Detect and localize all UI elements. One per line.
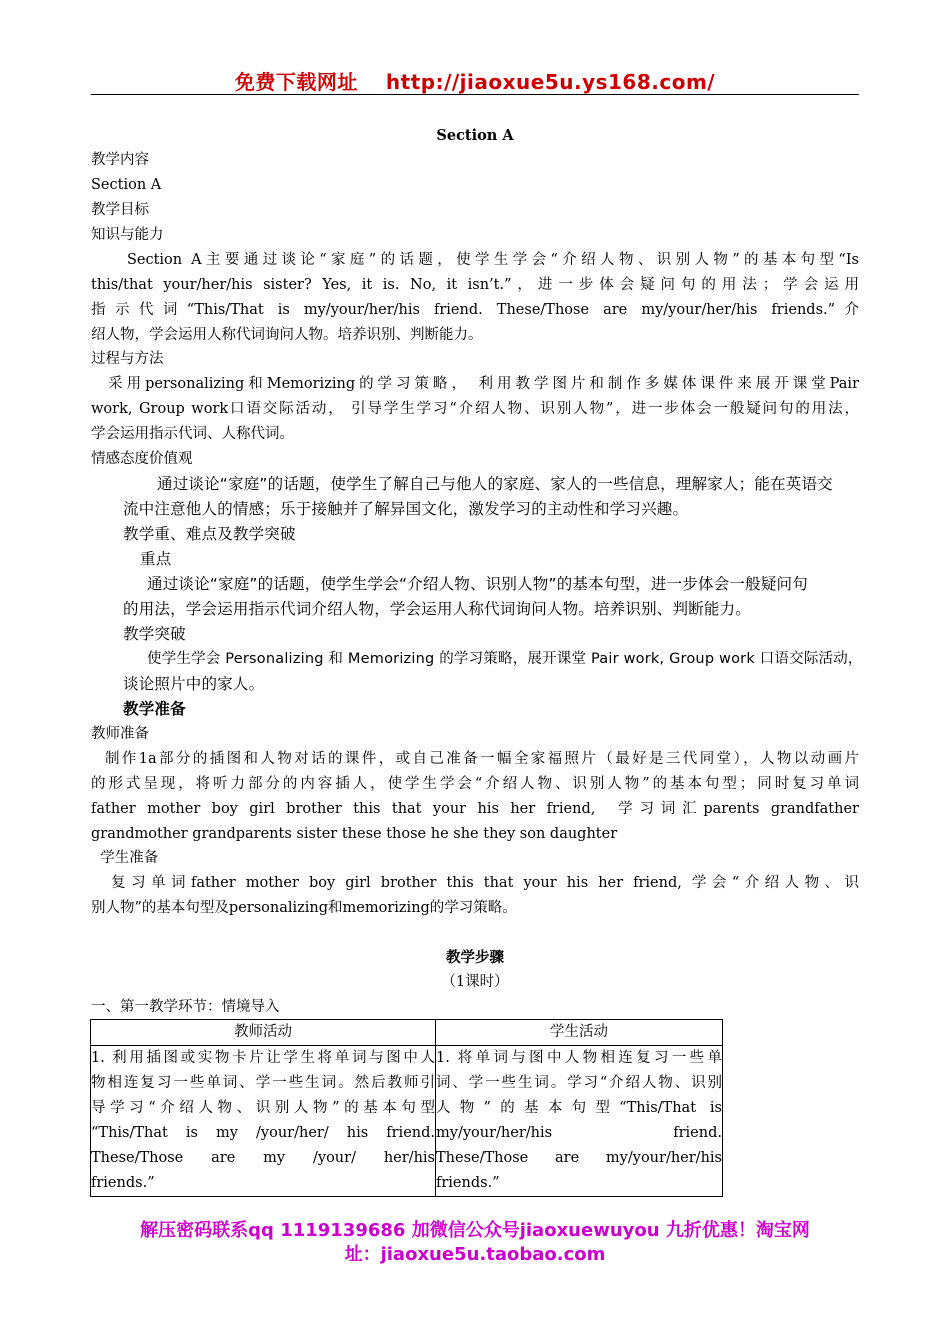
cell-line: 词、学一些生词。学习“介绍人物、识别 bbox=[436, 1075, 722, 1091]
heading-keypoints: 教学重、难点及教学突破 bbox=[123, 525, 296, 543]
cell-line: 导学习“介绍人物、识别人物”的基本句型 bbox=[91, 1100, 435, 1116]
text-line: 复习单词father mother boy girl brother this that your his her friend, 学会“介绍人物、识 bbox=[91, 875, 859, 891]
heading-focus: 重点 bbox=[140, 550, 172, 568]
heading-attitude: 情感态度价值观 bbox=[91, 451, 193, 467]
cell-line: 1. 利用插图或实物卡片让学生将单词与图中人 bbox=[91, 1050, 435, 1066]
footer-line-2: 址：jiaoxue5u.taobao.com bbox=[344, 1244, 606, 1265]
cell-line: 人物”的基本句型“This/That is bbox=[436, 1100, 722, 1116]
cell-line: “This/That is my /your/her/ his friend. bbox=[91, 1125, 435, 1141]
steps-title: 教学步骤 bbox=[446, 949, 504, 966]
text-line: 的用法，学会运用指示代词介绍人物，学会运用人称代词询问人物。培养识别、判断能力。 bbox=[123, 600, 752, 618]
text-line: 绍人物，学会运用人称代词询问人物。培养识别、判断能力。 bbox=[91, 327, 483, 343]
teacher-activity-cell bbox=[91, 1046, 436, 1197]
heading-knowledge: 知识与能力 bbox=[91, 227, 164, 243]
text-line: work, Group work口语交际活动， 引导学生学习“介绍人物、识别人物”，进一步体会一般疑问句的用法， bbox=[91, 401, 859, 417]
activity-table bbox=[90, 1019, 723, 1197]
text-line: this/that your/her/his sister? Yes, it is. No, it isn’t.”，进一步体会疑问句的用法；学会运用 bbox=[91, 277, 859, 293]
section-heading: 一、第一教学环节：情境导入 bbox=[91, 999, 280, 1015]
text-line: Section A主要通过谈论“家庭”的话题，使学生学会“介绍人物、识别人物”的基本句型“Is bbox=[91, 252, 859, 268]
steps-subtitle: （1课时） bbox=[441, 974, 509, 990]
student-activity-cell bbox=[436, 1046, 723, 1197]
cell-line: my/your/her/his friend. bbox=[436, 1125, 722, 1141]
cell-line: friends.” bbox=[436, 1175, 500, 1191]
text-line: father mother boy girl brother this that your his her friend, 学习词汇parents grandfather bbox=[91, 801, 859, 817]
page-title: Section A bbox=[436, 127, 514, 144]
heading-objectives: 教学目标 bbox=[91, 202, 149, 218]
header-divider bbox=[91, 94, 859, 95]
header-student: 学生活动 bbox=[436, 1020, 723, 1046]
cell-line: These/Those are my/your/her/his bbox=[436, 1150, 722, 1166]
cell-line: 1. 将单词与图中人物相连复习一些单 bbox=[436, 1050, 722, 1066]
text-line: 指示代词“This/That is my/your/her/his friend. These/Those are my/your/her/his friends.”介 bbox=[91, 302, 859, 318]
download-header bbox=[0, 66, 950, 95]
text-line: grandmother grandparents sister these those he she they son daughter bbox=[91, 826, 618, 842]
header-teacher: 教师活动 bbox=[91, 1020, 436, 1046]
header-label: 免费下载网址 bbox=[234, 70, 358, 94]
heading-preparation: 教学准备 bbox=[123, 700, 186, 718]
table-row bbox=[91, 1046, 723, 1197]
text-line: 学会运用指示代词、人称代词。 bbox=[91, 426, 294, 442]
text-line: 别人物”的基本句型及personalizing和memorizing的学习策略。 bbox=[91, 900, 517, 916]
text-line: Section A bbox=[91, 177, 162, 193]
text-line: 采用personalizing和Memorizing的学习策略， 利用教学图片和制作多媒体课件来展开课堂Pair bbox=[91, 376, 859, 392]
heading-teacher-prep: 教师准备 bbox=[91, 726, 149, 742]
heading-student-prep: 学生准备 bbox=[91, 850, 159, 866]
text-line: 谈论照片中的家人。 bbox=[123, 675, 265, 693]
heading-breakthrough: 教学突破 bbox=[123, 625, 186, 643]
text-line: 使学生学会 Personalizing 和 Memorizing 的学习策略，展开课堂 Pair work, Group work 口语交际活动， bbox=[147, 651, 863, 667]
header-url-link[interactable]: http://jiaoxue5u.ys168.com/ bbox=[385, 70, 716, 94]
table-header-row bbox=[91, 1020, 723, 1046]
text-line: 制作1a部分的插图和人物对话的课件，或自己准备一幅全家福照片（最好是三代同堂），人物以动画片 bbox=[91, 751, 859, 767]
cell-line: friends.” bbox=[91, 1175, 155, 1191]
cell-line: 物相连复习一些单词、学一些生词。然后教师引 bbox=[91, 1075, 435, 1091]
text-line: 流中注意他人的情感；乐于接触并了解异国文化，激发学习的主动性和学习兴趣。 bbox=[123, 500, 689, 518]
text-line: 的形式呈现，将听力部分的内容插人，使学生学会“介绍人物、识别人物”的基本句型；同时复习单词 bbox=[91, 776, 859, 792]
cell-line: These/Those are my /your/ her/his bbox=[91, 1150, 435, 1166]
text-line: 通过谈论“家庭”的话题，使学生了解自己与他人的家庭、家人的一些信息，理解家人；能在英语交 bbox=[157, 475, 833, 493]
heading-process: 过程与方法 bbox=[91, 351, 164, 367]
footer-line-1: 解压密码联系qq 1119139686 加微信公众号jiaoxuewuyou 九折优惠！淘宝网 bbox=[140, 1220, 810, 1241]
text-line: 通过谈论“家庭”的话题，使学生学会“介绍人物、识别人物”的基本句型，进一步体会一般疑问句 bbox=[147, 575, 808, 593]
heading-content: 教学内容 bbox=[91, 152, 149, 168]
